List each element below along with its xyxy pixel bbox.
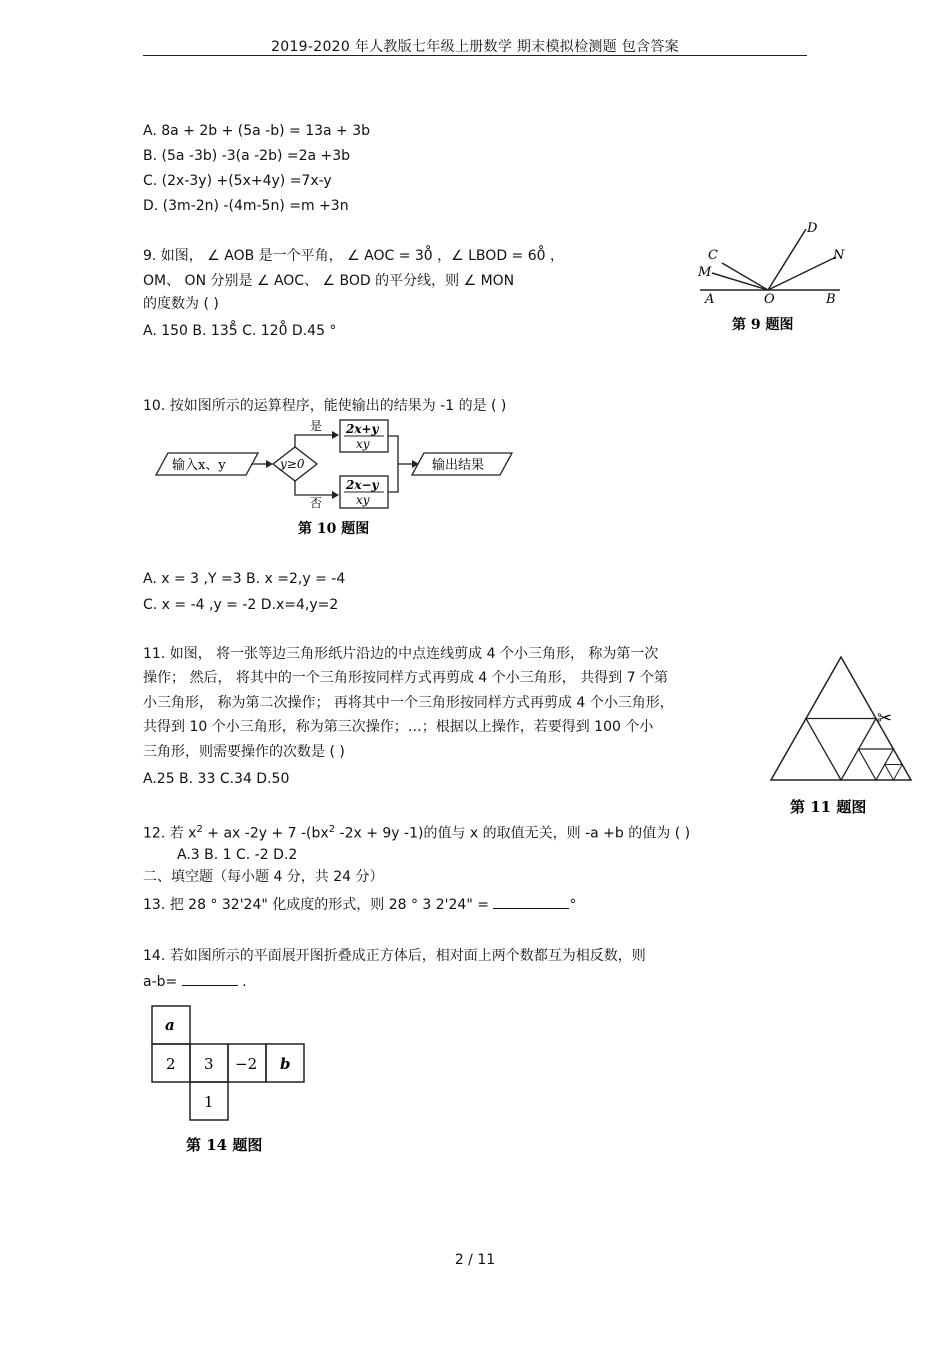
q9-line-3: 的度数为 ( ) bbox=[143, 296, 219, 312]
q12-stem bbox=[143, 820, 690, 844]
net-label-b: b bbox=[280, 1055, 291, 1073]
cut-level-3 bbox=[885, 765, 903, 781]
q10-stem: 10. 按如图所示的运算程序，能使输出的结果为 -1 的是 ( ) bbox=[143, 398, 507, 414]
expr2-numerator: 2x−y bbox=[346, 478, 379, 492]
q8-option-b: B. (5a -3b) -3(a -2b) =2a +3b bbox=[143, 148, 351, 164]
q14-answer-blank bbox=[182, 971, 238, 986]
ray-oc bbox=[722, 263, 768, 290]
q8-option-c: C. (2x-3y) +(5x+4y) =7x-y bbox=[143, 173, 332, 189]
page-number: 2 / 11 bbox=[454, 1252, 496, 1268]
net-label-2: 2 bbox=[166, 1055, 176, 1073]
q13-degree-mark: ° bbox=[569, 897, 577, 913]
q10-caption: 第 10 题图 bbox=[298, 521, 370, 537]
net-label-a: a bbox=[165, 1016, 175, 1034]
q13-stem bbox=[143, 894, 576, 915]
q9-line-1: 9. 如图， ∠ AOB 是一个平角， ∠ AOC = 30̊ ，∠ LBOD = 60̊ ， bbox=[143, 248, 564, 264]
q14-line-2 bbox=[143, 971, 247, 992]
q10-options-row-2: C. x = -4 ,y = -2 D.x=4,y=2 bbox=[143, 597, 339, 613]
q11-options: A.25 B. 33 C.34 D.50 bbox=[143, 771, 290, 787]
expr2-denominator: xy bbox=[356, 493, 370, 507]
label-d: D bbox=[807, 221, 818, 236]
q12-options: A.3 B. 1 C. -2 D.2 bbox=[177, 847, 298, 863]
q13-answer-blank bbox=[493, 894, 569, 909]
expr1-denominator: xy bbox=[356, 437, 370, 451]
label-m: M bbox=[698, 265, 712, 280]
q9-line-2: OM、 ON 分别是 ∠ AOC、 ∠ BOD 的平分线，则 ∠ MON bbox=[143, 273, 515, 289]
q10-options-row-1: A. x = 3 ,Y =3 B. x =2,y = -4 bbox=[143, 571, 346, 587]
page-header-title: 2019-2020 年人教版七年级上册数学 期末模拟检测题 包含答案 bbox=[271, 39, 679, 55]
q9-angle-figure bbox=[690, 215, 850, 340]
net-label-3: 3 bbox=[204, 1055, 214, 1073]
header-rule bbox=[143, 55, 807, 56]
q14-cube-net bbox=[148, 1003, 313, 1163]
label-b: B bbox=[826, 292, 836, 307]
q11-caption: 第 11 题图 bbox=[790, 798, 867, 816]
label-n: N bbox=[833, 248, 845, 263]
q14-line-1: 14. 若如图所示的平面展开图折叠成正方体后，相对面上两个数都互为相反数，则 bbox=[143, 948, 646, 964]
no-label: 否 bbox=[310, 496, 323, 510]
q12-exponent-1: 2 bbox=[196, 824, 203, 835]
q9-options: A. 150 B. 135̊ C. 120̊ D.45 ° bbox=[143, 323, 337, 339]
q14-caption: 第 14 题图 bbox=[186, 1136, 263, 1154]
q9-caption: 第 9 题图 bbox=[732, 317, 794, 333]
q11-line-5: 三角形，则需要操作的次数是 ( ) bbox=[143, 744, 345, 760]
scissors-icon: ✂ bbox=[877, 708, 893, 729]
net-label-1: 1 bbox=[204, 1093, 214, 1111]
q11-line-4: 共得到 10 个小三角形，称为第三次操作；…；根据以上操作，若要得到 100 个小 bbox=[143, 719, 654, 735]
q11-triangle-figure bbox=[765, 652, 920, 822]
q11-line-1: 11. 如图， 将一张等边三角形纸片沿边的中点连线剪成 4 个小三角形， 称为第一次 bbox=[143, 646, 659, 662]
q12-part-1: 12. 若 x bbox=[143, 825, 197, 842]
condition-label: y≥0 bbox=[280, 457, 305, 471]
section-2-heading: 二、填空题（每小题 4 分，共 24 分） bbox=[143, 869, 384, 885]
net-label-minus-2: −2 bbox=[235, 1055, 258, 1073]
q8-option-d: D. (3m-2n) -(4m-5n) =m +3n bbox=[143, 198, 349, 214]
expr1-numerator: 2x+y bbox=[346, 422, 379, 436]
q12-exponent-2: 2 bbox=[328, 824, 336, 835]
q10-flowchart bbox=[150, 415, 530, 545]
q11-line-2: 操作； 然后， 将其中的一个三角形按同样方式再剪成 4 个小三角形， 共得到 7 个第 bbox=[143, 670, 668, 686]
q12-part-2: + ax -2y + 7 -(bx bbox=[202, 825, 329, 842]
q13-text: 13. 把 28 ° 32'24" 化成度的形式，则 28 ° 3 2'24" = bbox=[143, 897, 489, 913]
q14-lead: a-b= bbox=[143, 974, 178, 990]
output-label: 输出结果 bbox=[432, 458, 485, 473]
q12-part-3: -2x + 9y -1)的值与 x 的取值无关，则 -a +b 的值为 ( ) bbox=[335, 825, 691, 842]
q11-line-3: 小三角形， 称为第二次操作； 再将其中一个三角形按同样方式再剪成 4 个小三角形， bbox=[143, 695, 674, 711]
input-label: 输入x、y bbox=[172, 458, 226, 473]
label-c: C bbox=[708, 248, 718, 263]
label-a: A bbox=[705, 292, 715, 307]
label-o: O bbox=[764, 292, 775, 307]
q14-tail: . bbox=[242, 974, 247, 990]
ray-om bbox=[712, 273, 768, 290]
yes-label: 是 bbox=[310, 419, 323, 433]
q8-option-a: A. 8a + 2b + (5a -b) = 13a + 3b bbox=[143, 123, 371, 139]
